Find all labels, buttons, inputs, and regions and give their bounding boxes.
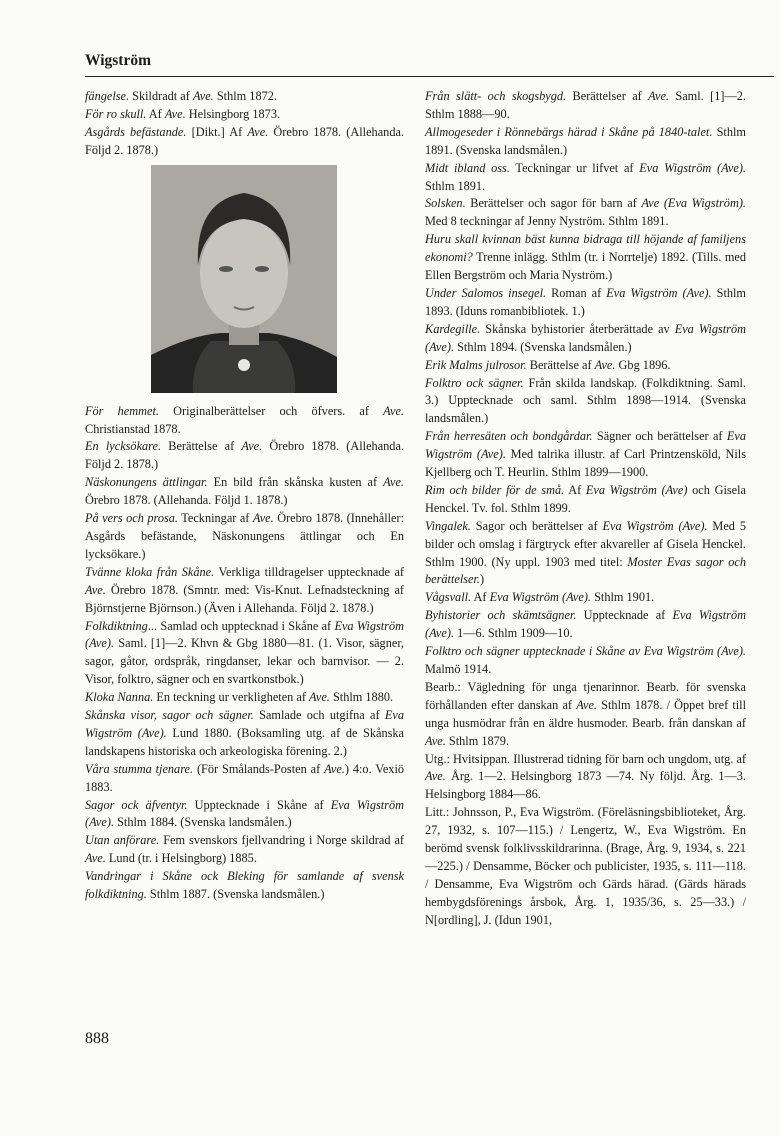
bibliography-entry: Näskonungens ättlingar. En bild från skånska kusten af Ave. Örebro 1878. (Allehanda. Följd 1. 1878.) bbox=[85, 475, 404, 508]
bibliography-entry: Utan anförare. Fem svenskors fjellvandring i Norge skildrad af Ave. Lund (tr. i Helsingborg) 1885. bbox=[85, 833, 405, 866]
bibliography-entry: Solsken. Berättelser och sagor för barn af Ave (Eva Wigström). Med 8 teckningar af Jenny Nyström. Sthlm 1891. bbox=[425, 196, 746, 229]
bibliography-entry: Folkdiktning... Samlad och upptecknad i Skåne af Eva Wigström (Ave). Saml. [1]—2. Khvn & Gbg 1880—81. (1. Visor, sägner, sagor, gåtor, ordspråk, ringdanser, lekar och barnvisor. — 2. Visor, folktro, sägner och en svartkonstbok.) bbox=[85, 618, 404, 687]
bibliography-entry: För hemmet. Originalberättelser och öfvers. af Ave. Christianstad 1878. bbox=[85, 403, 404, 436]
left-entries-bottom bbox=[85, 403, 404, 904]
bibliography-entry: Litt.: Johnsson, P., Eva Wigström. (Föreläsningsbiblioteket, Årg. 27, 1932, s. 107—115.) / Lengertz, W., Eva Wigström. En berömd svensk folklivsskildrarinna. (Brage, Årg. 9, 1934, s. 221—225.) / Densamme, Böcker och publicister, 1935, s. 111—118. / Densamme, Eva Wigström och Gärds härad. (Gärds härads hembygdsförenings årsbok, Årg. 1, 1935/36, s. 25—33.) / N[ordling], J. (Idun 1901, bbox=[425, 805, 746, 927]
bibliography-entry: En lycksökare. Berättelse af Ave. Örebro 1878. (Allehanda. Följd 2. 1878.) bbox=[85, 439, 404, 472]
left-column bbox=[85, 88, 404, 904]
portrait-photo bbox=[151, 165, 337, 393]
bibliography-entry: På vers och prosa. Teckningar af Ave. Örebro 1878. (Innehåller: Asgårds befästande, Näskonungens ättlingar och En lycksökare.) bbox=[85, 511, 405, 561]
bibliography-entry: fängelse. Skildradt af Ave. Sthlm 1872. bbox=[85, 89, 277, 103]
bibliography-entry: Från herresäten och bondgårdar. Sägner och berättelser af Eva Wigström (Ave). Med talrika illustr. af Carl Printzensköld, Nils Kjellberg och T. Heurlin. Sthlm 1899—1900. bbox=[425, 429, 747, 480]
bibliography-entry: Vågsvall. Af Eva Wigström (Ave). Sthlm 1901. bbox=[425, 590, 655, 605]
bibliography-entry: Bearb.: Vägledning för unga tjenarinnor. Bearb. för svenska förhållanden efter danskan af Ave. Sthlm 1878. / Öppet bref till unga husmödrar från en äldre husmoder. Bearb. från danskan af Ave. Sthlm 1879. bbox=[425, 679, 746, 748]
header-rule bbox=[85, 76, 774, 77]
bibliography-entry: Byhistorier och skämtsägner. Upptecknade af Eva Wigström (Ave). 1—6. Sthlm 1909—10. bbox=[425, 608, 746, 641]
left-entries-top bbox=[85, 88, 404, 160]
bibliography-entry: Rim och bilder för de små. Af Eva Wigström (Ave) och Gisela Henckel. Tv. fol. Sthlm 1899. bbox=[425, 482, 746, 515]
bibliography-entry: Erik Malms julrosor. Berättelse af Ave. Gbg 1896. bbox=[425, 357, 671, 372]
bibliography-entry: Vandringar i Skåne ock Bleking för samlande af svensk folkdiktning. Sthlm 1887. (Svenska landsmålen.) bbox=[85, 869, 404, 902]
bibliography-entry: Kardegille. Skånska byhistorier återberättade av Eva Wigström (Ave). Sthlm 1894. (Svenska landsmålen.) bbox=[425, 321, 746, 354]
bibliography-entry: Asgårds befästande. [Dikt.] Af Ave. Örebro 1878. (Allehanda. Följd 2. 1878.) bbox=[85, 124, 404, 157]
bibliography-entry: Från slätt- och skogsbygd. Berättelser af Ave. Saml. [1]—2. Sthlm 1888—90. bbox=[425, 89, 746, 121]
bibliography-entry: Skånska visor, sagor och sägner. Samlade och utgifna af Eva Wigström (Ave). Lund 1880. (Boksamling utg. af de Skånska landskapens historiska och arkeologiska förening. 2.) bbox=[85, 708, 405, 758]
bibliography-entry: Huru skall kvinnan bäst kunna bidraga till höjande af familjens ekonomi? Trenne inlägg. Sthlm (tr. i Norrtelje) 1892. (Tills. med Ellen Bergström och Maria Nyström.) bbox=[425, 232, 746, 283]
bibliography-entry: Utg.: Hvitsippan. Illustrerad tidning för barn och ungdom, utg. af Ave. Årg. 1—2. Helsingborg 1873 —74. Ny följd. Årg. 1—3. Helsingborg 1884—86. bbox=[425, 751, 746, 802]
bibliography-entry: För ro skull. Af Ave. Helsingborg 1873. bbox=[85, 106, 281, 121]
bibliography-entry: Vingalek. Sagor och berättelser af Eva Wigström (Ave). Med 5 bilder och omslag i färgtryck efter akvareller af Gisela Henckel. Sthlm 1900. (Ny uppl. 1903 med titel: Moster Evas sagor och berättelser.) bbox=[425, 518, 746, 587]
bibliography-entry: Midt ibland oss. Teckningar ur lifvet af Eva Wigström (Ave). Sthlm 1891. bbox=[425, 160, 746, 193]
bibliography-entry: Våra stumma tjenare. (För Smålands-Posten af Ave.) 4:o. Vexiö 1883. bbox=[85, 761, 405, 794]
bibliography-entry: Sagor ock äfventyr. Upptecknade i Skåne af Eva Wigström (Ave). Sthlm 1884. (Svenska landsmålen.) bbox=[85, 797, 405, 830]
bibliography-entry: Folktro ock sägner. Från skilda landskap. (Folkdiktning. Saml. 3.) Upptecknade och saml. Sthlm 1898—1914. (Svenska landsmålen.) bbox=[425, 375, 747, 426]
right-entries bbox=[425, 88, 746, 930]
bibliography-entry: Allmogeseder i Rönnebärgs härad i Skåne på 1840-talet. Sthlm 1891. (Svenska landsmålen.) bbox=[425, 124, 746, 157]
bibliography-entry: Folktro och sägner upptecknade i Skåne av Eva Wigström (Ave). Malmö 1914. bbox=[425, 644, 746, 676]
bibliography-entry: Tvänne kloka från Skåne. Verkliga tilldragelser upptecknade af Ave. Örebro 1878. (Smntr. med: Vis-Knut. Lefnadsteckning af Björnstjerne Björnson.) (Även i Allehanda. Följd 2. 1878.) bbox=[85, 564, 404, 615]
bibliography-entry: Kloka Nanna. En teckning ur verkligheten af Ave. Sthlm 1880. bbox=[85, 690, 394, 705]
right-column bbox=[425, 88, 746, 930]
running-header: Wigström bbox=[85, 52, 152, 69]
bibliography-entry: Under Salomos insegel. Roman af Eva Wigström (Ave). Sthlm 1893. (Iduns romanbibliotek. 1.) bbox=[425, 285, 746, 318]
page-number: 888 bbox=[85, 1030, 109, 1047]
